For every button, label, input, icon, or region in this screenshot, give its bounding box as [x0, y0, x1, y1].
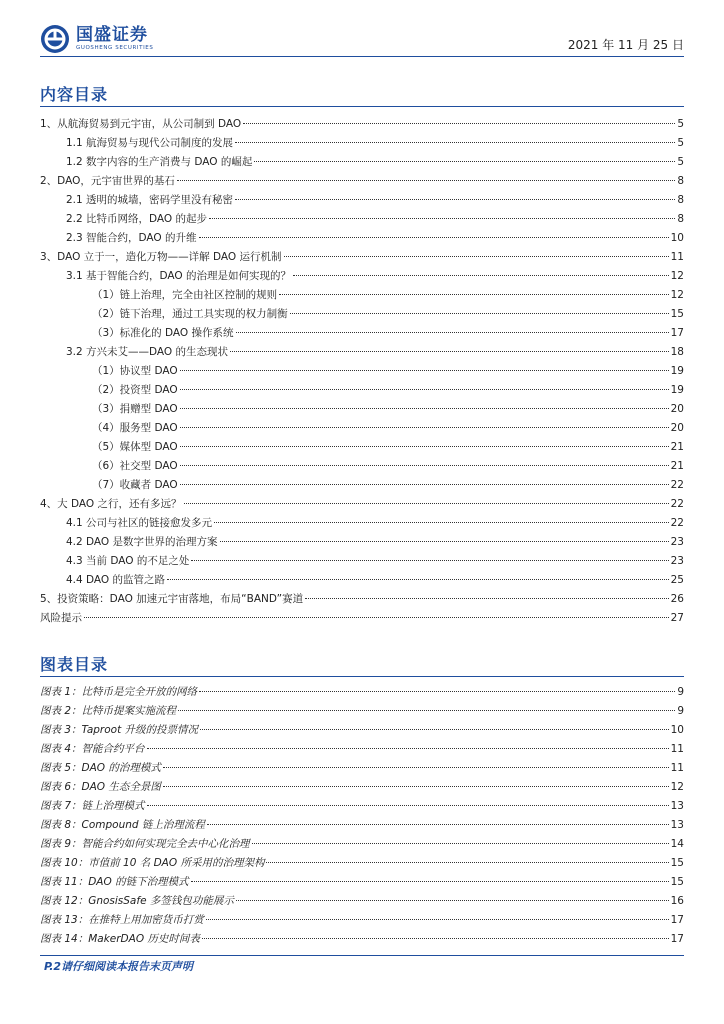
toc-entry-page: 8 — [677, 175, 684, 187]
toc-entry-page: 26 — [670, 593, 684, 605]
toc-entry-title: 2、DAO，元宇宙世界的基石 — [40, 175, 175, 187]
figure-entry-page: 10 — [670, 724, 684, 736]
figure-entry-page: 13 — [670, 819, 684, 831]
figure-entry-leader-dots — [147, 805, 669, 806]
toc-entry-title: 风险提示 — [40, 612, 82, 624]
toc-entry[interactable] — [92, 438, 684, 456]
toc-entry-title: 3.2 方兴未艾——DAO 的生态现状 — [66, 346, 229, 358]
toc-entry[interactable] — [40, 172, 684, 190]
toc-entry-title: （1）链上治理，完全由社区控制的规则 — [92, 289, 278, 301]
toc-entry-leader-dots — [167, 579, 669, 580]
figure-entry-leader-dots — [206, 919, 669, 920]
figure-entry-leader-dots — [207, 824, 669, 825]
footer-divider — [40, 955, 684, 956]
figure-entry-page: 14 — [670, 838, 684, 850]
toc-entry[interactable] — [40, 115, 684, 133]
toc-entry-page: 8 — [677, 194, 684, 206]
toc-entry-page: 19 — [670, 365, 684, 377]
toc-entry[interactable] — [92, 286, 684, 304]
figure-entry-page: 16 — [670, 895, 684, 907]
toc-entry-title: 5、投资策略：DAO 加速元宇宙落地，布局“BAND”赛道 — [40, 593, 304, 605]
toc-entry[interactable] — [92, 305, 684, 323]
toc-entry-title: （2）链下治理，通过工具实现的权力制衡 — [92, 308, 288, 320]
figure-entry-title: 图表 14：MakerDAO 历史时间表 — [40, 933, 200, 945]
figure-entry-page: 9 — [677, 705, 684, 717]
toc-entry[interactable] — [92, 362, 684, 380]
toc-entry[interactable] — [66, 571, 684, 589]
header-divider — [40, 56, 684, 57]
toc-entry-title: （7）收藏者 DAO — [92, 479, 178, 491]
toc-entry[interactable] — [66, 153, 684, 171]
toc-entry-leader-dots — [180, 408, 669, 409]
toc-entry-page: 20 — [670, 403, 684, 415]
toc-entry-page: 18 — [670, 346, 684, 358]
toc-entry[interactable] — [92, 476, 684, 494]
figure-entry-leader-dots — [202, 938, 669, 939]
toc-entry-leader-dots — [284, 256, 669, 257]
logo-chinese-name: 国盛证券 — [76, 25, 148, 45]
toc-entry-title: （3）标准化的 DAO 操作系统 — [92, 327, 234, 339]
toc-entry-title: 1.2 数字内容的生产消费与 DAO 的崛起 — [66, 156, 253, 168]
toc-entry-page: 8 — [677, 213, 684, 225]
toc-entry[interactable] — [66, 514, 684, 532]
toc-entry-title: （4）服务型 DAO — [92, 422, 178, 434]
toc-entry-title: 2.1 透明的城墙，密码学里没有秘密 — [66, 194, 234, 206]
toc-entry-leader-dots — [235, 199, 675, 200]
toc-entry-leader-dots — [214, 522, 669, 523]
toc-entry[interactable] — [92, 381, 684, 399]
toc-entry[interactable] — [92, 324, 684, 342]
figure-entry-leader-dots — [199, 691, 675, 692]
figure-entry-title: 图表 10：市值前 10 名 DAO 所采用的治理架构 — [40, 857, 265, 869]
toc-entry-leader-dots — [180, 427, 669, 428]
figure-entry[interactable] — [40, 854, 684, 872]
toc-entry-page: 17 — [670, 327, 684, 339]
figure-entry-page: 17 — [670, 933, 684, 945]
figure-entry-title: 图表 8：Compound 链上治理流程 — [40, 819, 205, 831]
toc-entry-leader-dots — [184, 503, 669, 504]
figure-entry-page: 11 — [670, 743, 684, 755]
figure-entry-page: 17 — [670, 914, 684, 926]
toc-entry[interactable] — [66, 229, 684, 247]
toc-entry-title: 4.1 公司与社区的链接愈发多元 — [66, 517, 213, 529]
toc-entry-title: 2.2 比特币网络，DAO 的起步 — [66, 213, 208, 225]
figure-entry-leader-dots — [178, 710, 675, 711]
toc-entry-page: 22 — [670, 479, 684, 491]
toc-entry-leader-dots — [180, 370, 669, 371]
toc-entry-page: 5 — [677, 156, 684, 168]
figure-entry-title: 图表 3：Taproot 升级的投票情况 — [40, 724, 199, 736]
figure-entry[interactable] — [40, 911, 684, 929]
figure-entry[interactable] — [40, 873, 684, 891]
figure-entry-leader-dots — [252, 843, 669, 844]
toc-entry-page: 21 — [670, 460, 684, 472]
figure-entry-title: 图表 7：链上治理模式 — [40, 800, 145, 812]
toc-entry-leader-dots — [191, 560, 668, 561]
figure-entry-page: 9 — [677, 686, 684, 698]
toc-entry-page: 12 — [670, 270, 684, 282]
toc-entry-leader-dots — [243, 123, 675, 124]
toc-entry[interactable] — [40, 248, 684, 266]
toc-entry-title: 4.4 DAO 的监管之路 — [66, 574, 166, 586]
toc-entry[interactable] — [40, 609, 684, 627]
toc-entry-title: （2）投资型 DAO — [92, 384, 178, 396]
toc-entry[interactable] — [66, 267, 684, 285]
toc-entry-title: 4.3 当前 DAO 的不足之处 — [66, 555, 190, 567]
toc-entry-title: 4、大 DAO 之行，还有多远？ — [40, 498, 182, 510]
toc-entry-leader-dots — [180, 465, 669, 466]
toc-entry-title: 3、DAO 立于一，造化万物——详解 DAO 运行机制 — [40, 251, 282, 263]
figure-entry-leader-dots — [163, 767, 669, 768]
toc-entry-leader-dots — [254, 161, 675, 162]
figure-entry-page: 11 — [670, 762, 684, 774]
toc-entry[interactable] — [66, 191, 684, 209]
figure-entry-title: 图表 4：智能合约平台 — [40, 743, 145, 755]
figure-entry[interactable] — [40, 683, 684, 701]
toc-entry-page: 15 — [670, 308, 684, 320]
toc-entry-page: 12 — [670, 289, 684, 301]
toc-entry[interactable] — [92, 457, 684, 475]
toc-entry[interactable] — [66, 210, 684, 228]
figure-entry-title: 图表 1：比特币是完全开放的网络 — [40, 686, 198, 698]
figure-entry[interactable] — [40, 740, 684, 758]
toc-entry[interactable] — [66, 552, 684, 570]
toc-entry-leader-dots — [290, 313, 669, 314]
toc-entry-title: （1）协议型 DAO — [92, 365, 178, 377]
figure-entry-title: 图表 6：DAO 生态全景图 — [40, 781, 161, 793]
toc-entry[interactable] — [66, 343, 684, 361]
toc-entry[interactable] — [66, 134, 684, 152]
toc-entry-page: 5 — [677, 137, 684, 149]
toc-entry[interactable] — [40, 495, 684, 513]
toc-entry-leader-dots — [177, 180, 675, 181]
figure-entry-page: 13 — [670, 800, 684, 812]
toc-entry-leader-dots — [236, 332, 669, 333]
toc-entry-leader-dots — [180, 446, 669, 447]
figure-entry[interactable] — [40, 759, 684, 777]
figure-entry[interactable] — [40, 721, 684, 739]
figure-entry-leader-dots — [163, 786, 669, 787]
toc-entry-title: 2.3 智能合约，DAO 的升维 — [66, 232, 197, 244]
figure-entry-page: 15 — [670, 857, 684, 869]
figure-entry-leader-dots — [147, 748, 669, 749]
logo-english-name: GUOSHENG SECURITIES — [76, 45, 154, 51]
toc-entry-leader-dots — [84, 617, 669, 618]
page-header — [40, 18, 684, 56]
figures-title: 图表目录 — [40, 655, 109, 674]
toc-entry-title: （6）社交型 DAO — [92, 460, 178, 472]
toc-entry-page: 23 — [670, 555, 684, 567]
toc-entry-leader-dots — [305, 598, 669, 599]
figure-entry-title: 图表 11：DAO 的链下治理模式 — [40, 876, 189, 888]
figure-entry[interactable] — [40, 778, 684, 796]
toc-entry[interactable] — [92, 400, 684, 418]
figure-entry[interactable] — [40, 816, 684, 834]
toc-entry-page: 22 — [670, 498, 684, 510]
figure-entry-page: 15 — [670, 876, 684, 888]
toc-entry-title: 4.2 DAO 是数字世界的治理方案 — [66, 536, 218, 548]
toc-entry[interactable] — [66, 533, 684, 551]
toc-entry-leader-dots — [199, 237, 669, 238]
toc-entry-page: 27 — [670, 612, 684, 624]
company-logo — [40, 22, 153, 56]
toc-entry-leader-dots — [180, 484, 669, 485]
toc-entry-page: 21 — [670, 441, 684, 453]
toc-entry-page: 20 — [670, 422, 684, 434]
figure-entry[interactable] — [40, 930, 684, 948]
figure-entry-title: 图表 2：比特币提案实施流程 — [40, 705, 177, 717]
toc-entry-title: （5）媒体型 DAO — [92, 441, 178, 453]
toc-entry-title: 3.1 基于智能合约，DAO 的治理是如何实现的？ — [66, 270, 292, 282]
figure-entry[interactable] — [40, 702, 684, 720]
toc-entry-leader-dots — [209, 218, 675, 219]
toc-entry-leader-dots — [279, 294, 668, 295]
figures-title-rule — [40, 676, 684, 677]
toc-entry-page: 25 — [670, 574, 684, 586]
toc-entry[interactable] — [40, 590, 684, 608]
toc-entry-page: 10 — [670, 232, 684, 244]
toc-entry-page: 23 — [670, 536, 684, 548]
figure-entry-leader-dots — [266, 862, 668, 863]
figure-entry[interactable] — [40, 835, 684, 853]
toc-entry-page: 11 — [670, 251, 684, 263]
toc-entry-leader-dots — [293, 275, 669, 276]
toc-entry[interactable] — [92, 419, 684, 437]
figure-entry-title: 图表 12：GnosisSafe 多签钱包功能展示 — [40, 895, 234, 907]
toc-title-rule — [40, 106, 684, 107]
toc-entry-leader-dots — [235, 142, 675, 143]
figure-entry-title: 图表 13：在推特上用加密货币打赏 — [40, 914, 204, 926]
toc-entry-title: （3）捐赠型 DAO — [92, 403, 178, 415]
footer-disclaimer: P.2请仔细阅读本报告末页声明 — [44, 960, 194, 973]
figure-entry-title: 图表 9：智能合约如何实现完全去中心化治理 — [40, 838, 250, 850]
figure-entry-page: 12 — [670, 781, 684, 793]
guosheng-logo-icon — [40, 24, 70, 54]
figure-entry[interactable] — [40, 892, 684, 910]
toc-entry-leader-dots — [180, 389, 669, 390]
toc-entry-page: 19 — [670, 384, 684, 396]
toc-entry-page: 22 — [670, 517, 684, 529]
figure-entry-title: 图表 5：DAO 的治理模式 — [40, 762, 161, 774]
toc-entry-leader-dots — [220, 541, 669, 542]
report-date: 2021 年 11 月 25 日 — [567, 38, 684, 52]
toc-entry-leader-dots — [230, 351, 669, 352]
figure-entry-leader-dots — [191, 881, 669, 882]
toc-entry-title: 1.1 航海贸易与现代公司制度的发展 — [66, 137, 234, 149]
figure-entry-leader-dots — [236, 900, 669, 901]
toc-entry-title: 1、从航海贸易到元宇宙，从公司制到 DAO — [40, 118, 242, 130]
toc-title: 内容目录 — [40, 85, 109, 104]
figure-entry[interactable] — [40, 797, 684, 815]
toc-entry-page: 5 — [677, 118, 684, 130]
figure-entry-leader-dots — [200, 729, 669, 730]
